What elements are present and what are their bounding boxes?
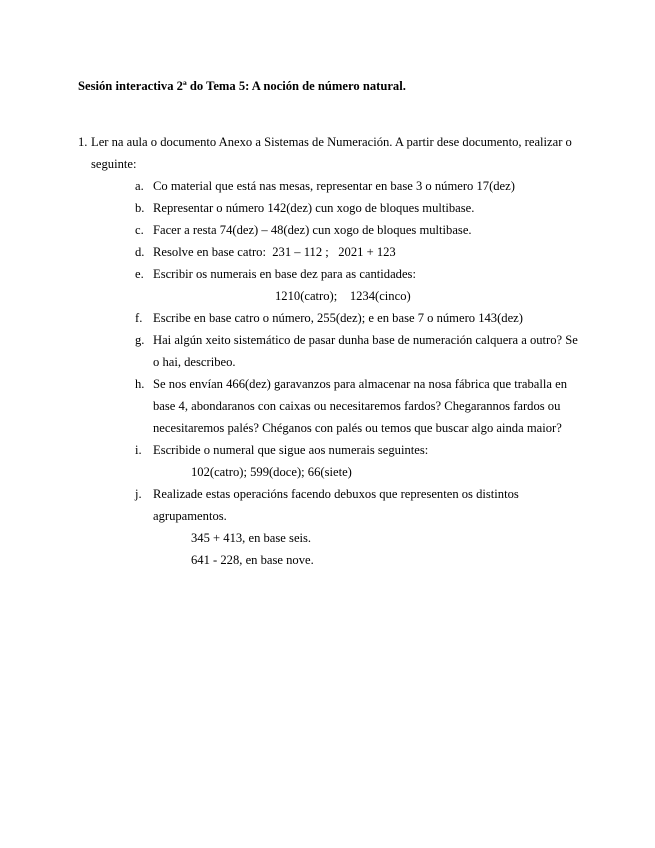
item-letter: j.: [135, 487, 142, 501]
question-text: Ler na aula o documento Anexo a Sistemas de Numeración. A partir dese documento, realizar o seguinte:: [91, 135, 572, 171]
item-extra: 1210(catro); 1234(cinco): [275, 289, 411, 303]
list-item-f: [0, 307, 583, 329]
item-text: Realizade estas operacións facendo debuxos que representen os distintos agrupamentos.: [153, 487, 519, 523]
item-extra-line: 641 - 228, en base nove.: [191, 553, 314, 567]
item-letter: a.: [135, 179, 144, 193]
item-letter: b.: [135, 201, 145, 215]
item-letter: g.: [135, 333, 145, 347]
list-item-h: [0, 373, 583, 439]
item-text: Escribe en base catro o número, 255(dez); e en base 7 o número 143(dez): [153, 311, 523, 325]
item-letter: c.: [135, 223, 144, 237]
list-item-c: [0, 219, 583, 241]
item-letter: e.: [135, 267, 144, 281]
item-extra: 102(catro); 599(doce); 66(siete): [191, 465, 352, 479]
item-text: Co material que está nas mesas, representar en base 3 o número 17(dez): [153, 179, 515, 193]
item-extra-line: 345 + 413, en base seis.: [191, 531, 312, 545]
item-letter: f.: [135, 311, 143, 325]
list-item-g: [0, 329, 583, 373]
question-items-list: [0, 175, 655, 571]
item-text: Representar o número 142(dez) cun xogo de bloques multibase.: [153, 201, 475, 215]
list-item-b: [0, 197, 583, 219]
list-item-e: [0, 263, 583, 307]
list-item-a: [0, 175, 583, 197]
item-text: Resolve en base catro: 231 – 112 ; 2021 + 123: [153, 245, 396, 259]
list-item-d: [0, 241, 583, 263]
item-text: Escribir os numerais en base dez para as cantidades:: [153, 267, 416, 281]
item-letter: i.: [135, 443, 142, 457]
list-item-j: [0, 483, 583, 571]
page-title: Sesión interactiva 2ª do Tema 5: A noción de número natural.: [78, 79, 406, 93]
item-text: Facer a resta 74(dez) – 48(dez) cun xogo de bloques multibase.: [153, 223, 472, 237]
question-number: 1.: [78, 135, 88, 149]
item-letter: d.: [135, 245, 145, 259]
item-text: Hai algún xeito sistemático de pasar dunha base de numeración calquera a outro? Se o hai, describeo.: [153, 333, 578, 369]
item-text: Escribide o numeral que sigue aos numerais seguintes:: [153, 443, 429, 457]
list-item-i: [0, 439, 583, 483]
item-text: Se nos envían 466(dez) garavanzos para almacenar na nosa fábrica que traballa en base 4, abondaranos con caixas ou necesitaremos fardos? Chegarannos fardos ou necesitaremos palés? Chéganos con palés ou temos que buscar algo ainda maior?: [153, 377, 567, 435]
item-letter: h.: [135, 377, 145, 391]
